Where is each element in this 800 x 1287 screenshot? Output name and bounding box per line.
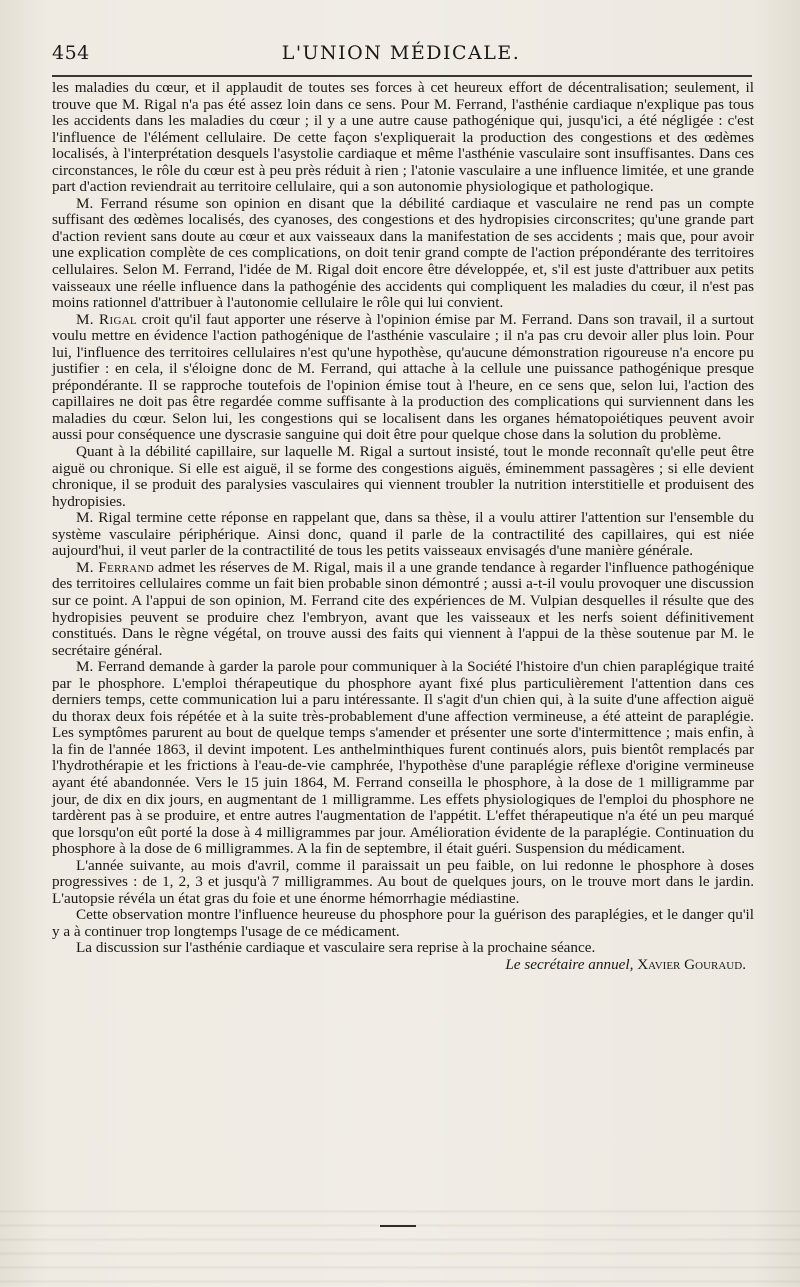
paragraph	[52, 659, 754, 858]
show-through-texture	[0, 1200, 800, 1287]
paragraph-text: croit qu'il faut apporter une réserve à l'opinion émise par M. Ferrand. Dans son travail, il a surtout voulu mettre en évidence l'action pathogénique de l'asthénie vasculaire ; il n'a pas cru devoir aller plus loin. Pour lui, l'influence des territoires cellulaires n'est qu'une hypothèse, qu'aucune démonstration rigoureuse n'a encore pu justifier : en cela, il s'éloigne donc de M. Ferrand, qui attache à la cellule une puissance pathogénique presque prépondérante. Il se rapproche toutefois de l'opinion émise tout à l'heure, en ce sens que, selon lui, l'action des capillaires ne doit pas être regardée comme suffisante à la production des complications qui surviennent dans les maladies du cœur. Selon lui, les congestions qui se localisent dans les organes hématopoiétiques peuvent avoir aussi pour conséquence une dyscrasie sanguine qui doit être pour quelque chose dans la solution du problème.	[52, 310, 754, 444]
signature	[52, 957, 754, 974]
paragraph	[52, 858, 754, 908]
speaker-name: M. Rigal	[76, 310, 137, 328]
paragraph-text: M. Ferrand demande à garder la parole pour communiquer à la Société l'histoire d'un chien paraplégique traité par le phosphore. L'emploi thérapeutique du phosphore ayant fixé plus particulièrement l'attention dans ces derniers temps, cette communication lui a paru intéressante. Il s'agit d'un chien qui, à la suite d'une affection aiguë du thorax deux fois répétée et à la suite très-probablement d'une affection vermineuse, a été atteint de paraplégie. Les symptômes parurent au bout de quelque temps s'amender et présenter une sorte d'intermittence ; mais enfin, à la fin de l'année 1863, il devint impotent. Les anthelminthiques furent continués alors, puis bientôt remplacés par l'hydrothérapie et les frictions à l'eau-de-vie camphrée, l'hypothèse d'une paraplégie réflexe d'origine vermineuse ayant été abandonnée. Vers le 15 juin 1864, M. Ferrand conseilla le phosphore, à la dose de 1 milligramme par jour, de dix en dix jours, en augmentant de 1 milligramme. Les effets physiologiques de l'emploi du phosphore ne tardèrent pas à se produire, et entre autres l'augmentation de l'appétit. L'effet thérapeutique n'a été un peu marqué que lorsqu'on eût porté la dose à 4 milligrammes par jour. Amélioration évidente de la paraplégie. Continuation du phosphore à la dose de 6 milligrammes. A la fin de septembre, il était guéri. Suspension du médicament.	[52, 658, 754, 858]
running-title: L'UNION MÉDICALE.	[281, 42, 521, 64]
signature-name: Xavier Gouraud.	[637, 955, 746, 973]
article-body	[52, 80, 754, 974]
paragraph	[52, 196, 754, 312]
paragraph-text: admet les réserves de M. Rigal, mais il a une grande tendance à regarder l'influence pathogénique des territoires cellulaires comme un fait bien probable sinon démontré ; aussi a-t-il voulu provoquer une discussion sur ce point. A l'appui de son opinion, M. Ferrand cite des expériences de M. Vulpian desquelles il résulte que des hydropisies peuvent se produire chez l'embryon, avant que les vaisseaux et les nerfs soient définitivement constitués. Dans le règne végétal, on trouve aussi des faits qui viennent à l'appui de la thèse soutenue par M. le secrétaire général.	[52, 558, 754, 659]
paragraph-text: L'année suivante, au mois d'avril, comme il paraissait un peu faible, on lui redonne le phosphore à doses progressives : de 1, 2, 3 et jusqu'à 7 milligrammes. Au bout de quelques jours, on le trouve mort dans le jardin. L'autopsie révéla un état gras du foie et une énorme hémorrhagie médiastine.	[52, 856, 754, 907]
page-header	[52, 42, 750, 72]
paragraph	[52, 560, 754, 659]
paragraph-text: Quant à la débilité capillaire, sur laquelle M. Rigal a surtout insisté, tout le monde reconnaît qu'elle peut être aiguë ou chronique. Si elle est aiguë, il se forme des congestions aiguës, éminemment passagères ; si elle devient chronique, il se produit des paralysies vasculaires qui viennent troubler la nutrition interstitielle et produisent des hydropisies.	[52, 443, 754, 510]
paragraph-text: La discussion sur l'asthénie cardiaque et vasculaire sera reprise à la prochaine séance.	[76, 939, 596, 957]
paragraph-text: les maladies du cœur, et il applaudit de toutes ses forces à cet heureux effort de décentralisation; seulement, il trouve que M. Rigal n'a pas été assez loin dans ce sens. Pour M. Ferrand, l'asthénie cardiaque n'explique pas tous les accidents dans les maladies du cœur ; il y a une autre cause pathogénique qui, jusqu'ici, a été négligée : c'est l'influence de l'élément cellulaire. De cette façon s'expliquerait la production des congestions et des œdèmes localisés, à l'interprétation desquels l'asystolie cardiaque et même l'asthénie vasculaire sont insuffisantes. Dans ces circonstances, le rôle du cœur est à peu près réduit à rien ; l'atonie vasculaire a une influence limitée, et une grande part d'action reviendrait au territoire cellulaire, qui a son autonomie physiologique et pathologique.	[52, 79, 754, 196]
signature-role: Le secrétaire annuel,	[505, 955, 634, 973]
paragraph	[52, 80, 754, 196]
page-number: 454	[52, 42, 90, 64]
paragraph-text: Cette observation montre l'influence heureuse du phosphore pour la guérison des paraplégies, et le danger qu'il y a à continuer trop longtemps l'usage de ce médicament.	[52, 906, 754, 940]
paragraph	[52, 907, 754, 940]
paragraph	[52, 312, 754, 444]
speaker-name: M. Ferrand	[76, 558, 154, 576]
header-rule	[52, 75, 752, 77]
paragraph	[52, 444, 754, 510]
paragraph-text: M. Rigal termine cette réponse en rappelant que, dans sa thèse, il a voulu attirer l'attention sur l'ensemble du système vasculaire périphérique. Ainsi donc, quand il parle de la contractilité des capillaires, qui est niée aujourd'hui, il veut parler de la contractilité de tous les petits vaisseaux envisagés d'une manière générale.	[52, 509, 754, 560]
paragraph	[52, 940, 754, 957]
paragraph	[52, 510, 754, 560]
paragraph-text: M. Ferrand résume son opinion en disant que la débilité cardiaque et vasculaire ne rend pas un compte suffisant des œdèmes localisés, des cyanoses, des congestions et des hydropisies circonscrites; qu'une grande part d'action revient sans doute au cœur et aux vaisseaux dans la manifestation de ses accidents ; mais que, pour avoir une explication complète de ces complications, on doit tenir grand compte de l'action prépondérante des territoires cellulaires. Selon M. Ferrand, l'idée de M. Rigal doit encore être développée, et, s'il est juste d'attribuer aux petits vaisseaux une réelle influence dans la pathogénie des accidents qui compliquent les maladies du cœur, il n'est pas moins rationnel d'attribuer à l'autonomie cellulaire le rôle qui lui convient.	[52, 194, 754, 312]
